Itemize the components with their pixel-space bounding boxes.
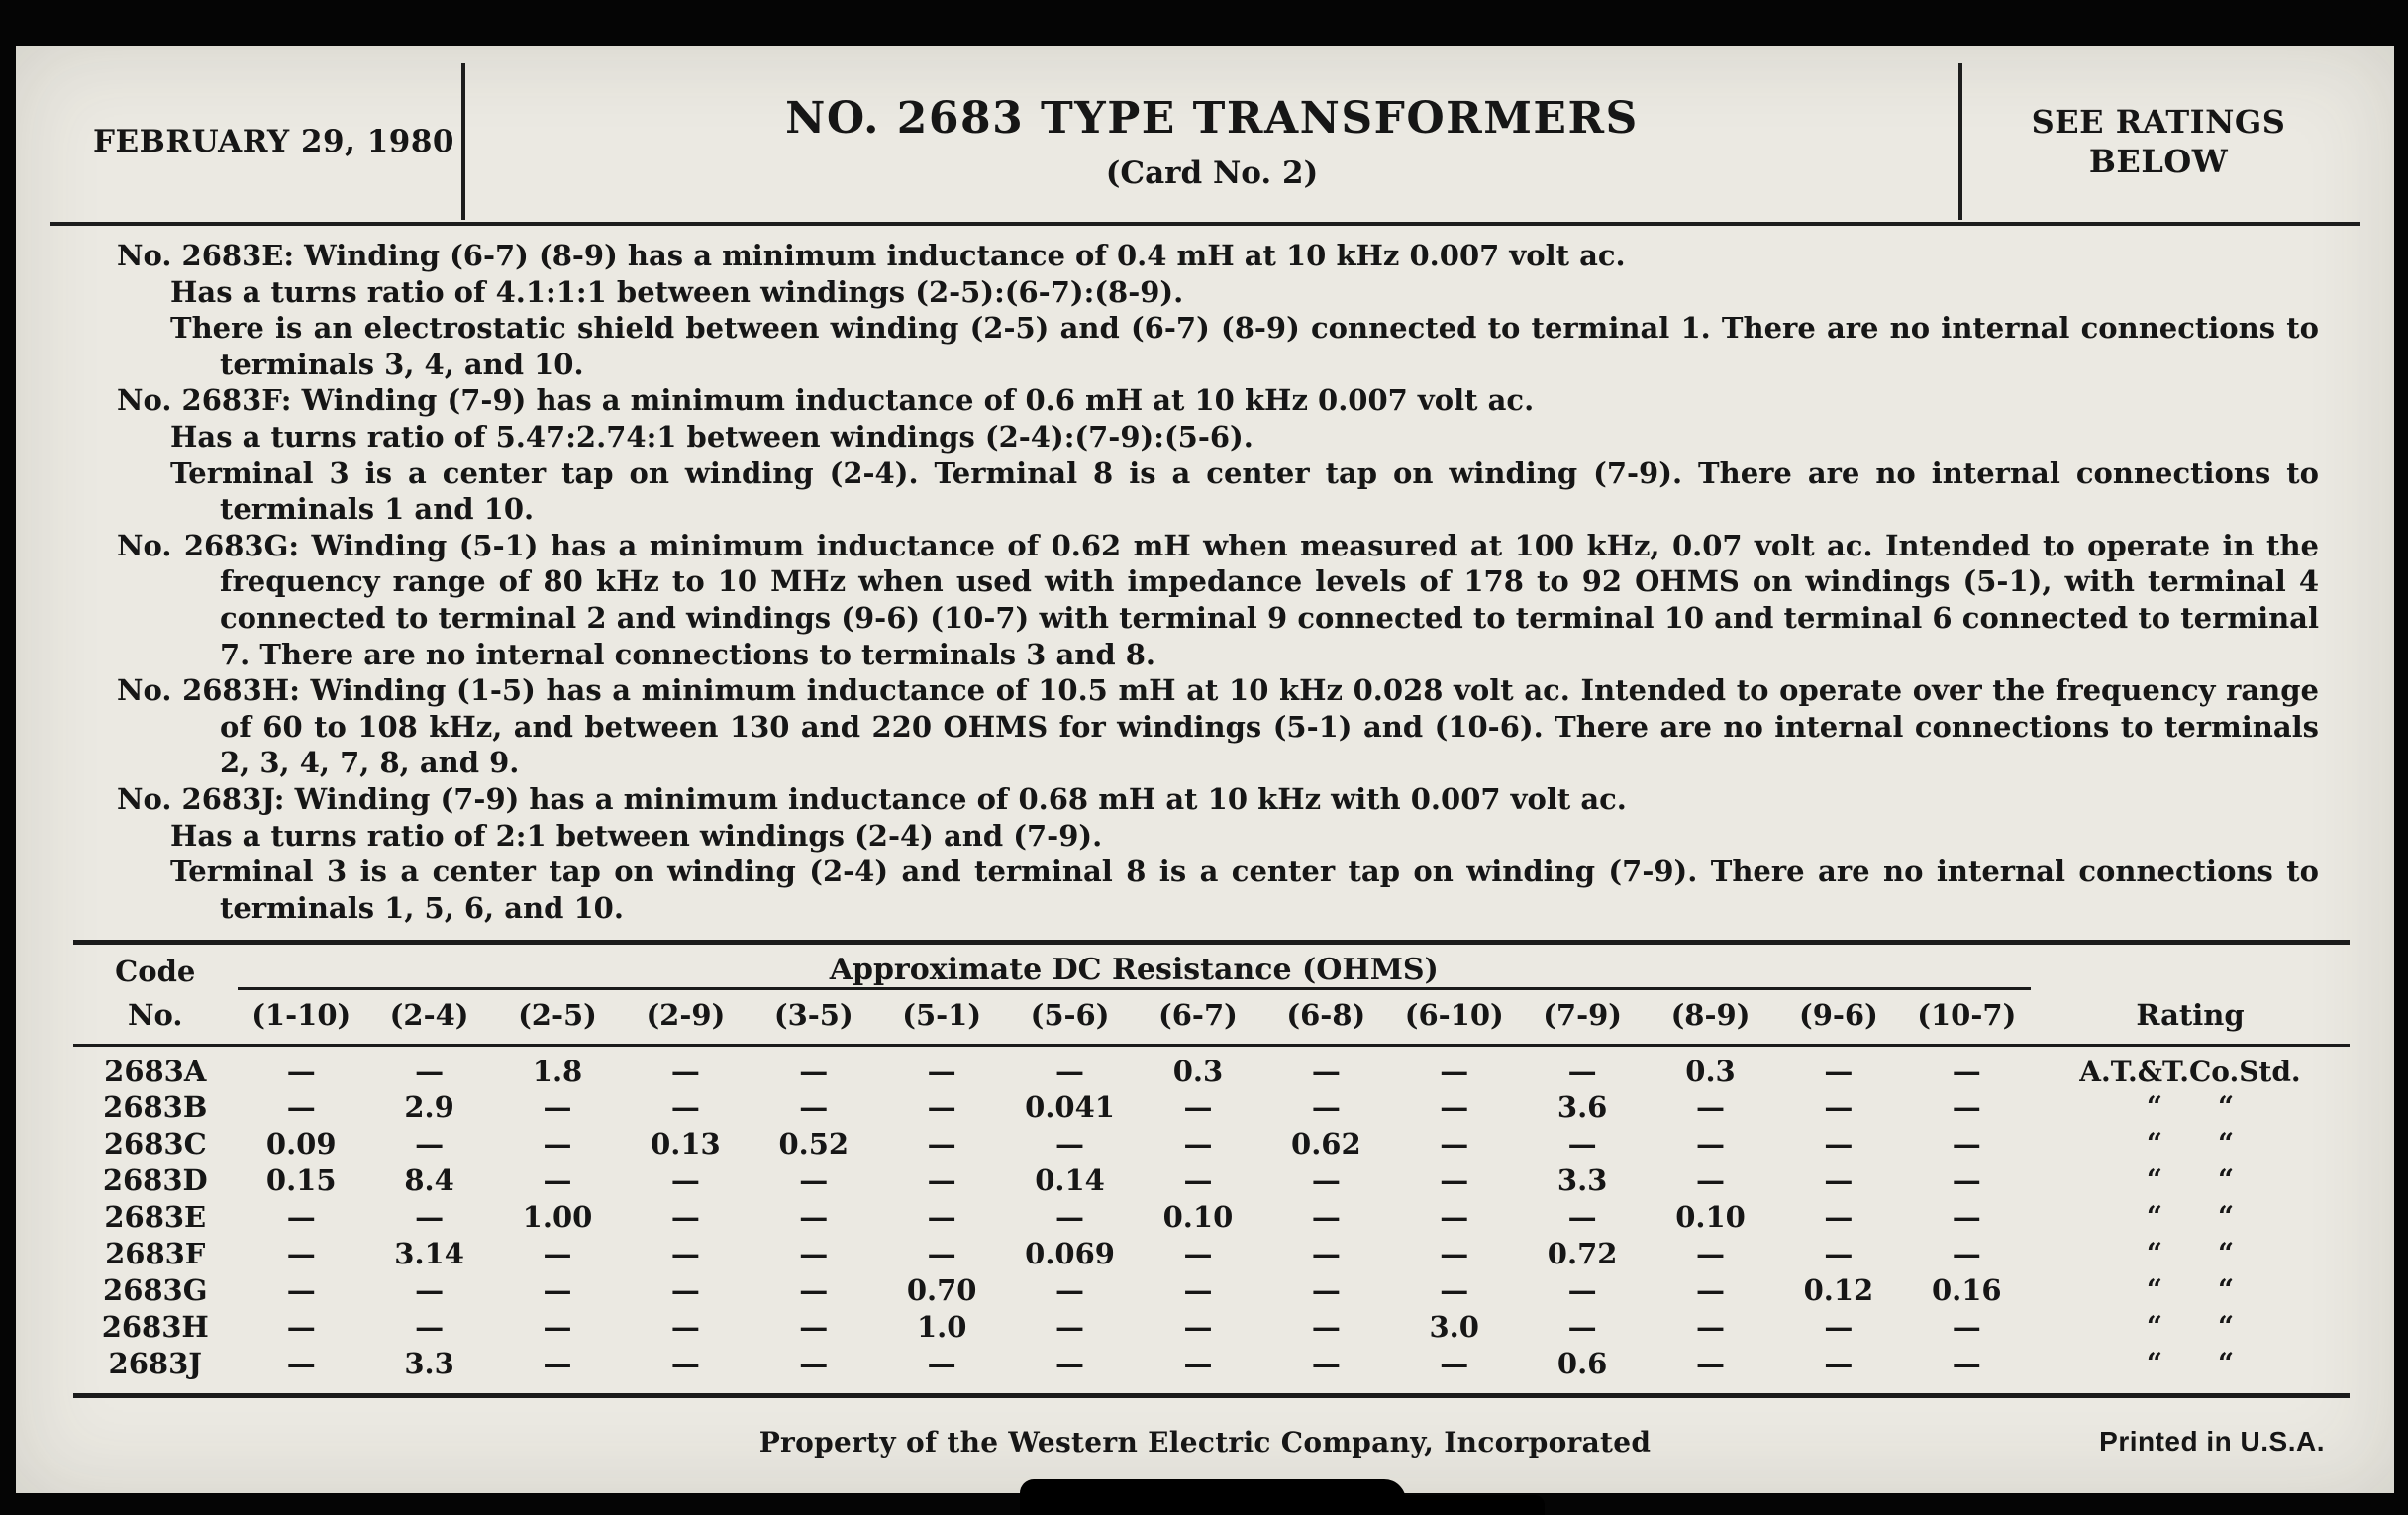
resistance-cell-2683B-(6-10): — xyxy=(1440,1089,1469,1124)
resistance-cell-2683A-(1-10): — xyxy=(286,1055,316,1089)
resistance-cell-2683J-(5-6): — xyxy=(1055,1346,1085,1380)
resistance-cell-2683D-(3-5): — xyxy=(799,1162,829,1197)
code-header-line2: No. xyxy=(73,989,238,1046)
resistance-cell-2683C-(2-9): 0.13 xyxy=(651,1126,721,1161)
resistance-cell-2683G-(2-5): — xyxy=(543,1272,572,1307)
resistance-cell-2683A-(5-6): — xyxy=(1055,1055,1085,1089)
resistance-cell-2683C-(2-5): — xyxy=(543,1126,572,1161)
document-card xyxy=(16,46,2394,1493)
resistance-cell-2683C-(6-8): 0.62 xyxy=(1291,1126,1361,1161)
resistance-cell-2683J-(7-9): 0.6 xyxy=(1556,1346,1608,1380)
resistance-cell-2683D-(9-6): — xyxy=(1824,1162,1854,1197)
table-row-2683A xyxy=(73,1046,2350,1089)
resistance-cell-2683E-(1-10): — xyxy=(286,1199,316,1234)
resistance-cell-2683C-(3-5): 0.52 xyxy=(778,1126,850,1161)
resistance-cell-2683E-(3-5): — xyxy=(799,1199,829,1234)
winding-column-header-(9-6): (9-6) xyxy=(1774,989,1902,1046)
resistance-cell-2683F-(9-6): — xyxy=(1824,1236,1854,1270)
resistance-cell-2683F-(6-10): — xyxy=(1440,1236,1469,1270)
resistance-cell-2683A-(5-1): — xyxy=(927,1055,956,1089)
note-2683G-paragraph-0: No. 2683G: Winding (5-1) has a minimum inductance of 0.62 mH when measured at 100 kHz, 0.07 volt ac. Intended to operate in the frequency range of 80 kHz to 10 MHz when used with impedance levels of 178 to 92 OHMS on windings (5-1), with terminal 4 connected to terminal 2 and windings (9-6) (10-7) with terminal 9 connected to terminal 10 and terminal 6 connected to terminal 7. There are no internal connections to terminals 3 and 8. xyxy=(117,528,2319,671)
resistance-cell-2683C-(9-6): — xyxy=(1824,1126,1854,1161)
resistance-cell-2683J-(2-4): 3.3 xyxy=(404,1346,454,1380)
resistance-cell-2683C-(2-4): — xyxy=(415,1126,445,1161)
table-row-2683C xyxy=(73,1125,2350,1162)
resistance-cell-2683G-(5-1): 0.70 xyxy=(906,1272,977,1307)
header-divider-rule xyxy=(50,222,2360,226)
table-row-2683B xyxy=(73,1088,2350,1125)
resistance-cell-2683B-(2-4): 2.9 xyxy=(404,1089,454,1124)
resistance-cell-2683E-(5-1): — xyxy=(927,1199,956,1234)
table-column-header-row xyxy=(73,989,2350,1046)
resistance-cell-2683A-(10-7): — xyxy=(1952,1055,1981,1089)
winding-column-header-(6-7): (6-7) xyxy=(1134,989,1261,1046)
page-title: NO. 2683 TYPE TRANSFORMERS xyxy=(785,92,1639,144)
header-title-block xyxy=(465,63,1958,220)
resistance-cell-2683F-(8-9): — xyxy=(1696,1236,1725,1270)
resistance-cell-2683B-(10-7): — xyxy=(1952,1089,1981,1124)
note-2683E-paragraph-0: No. 2683E: Winding (6-7) (8-9) has a minimum inductance of 0.4 mH at 10 kHz 0.007 volt ac. xyxy=(117,239,1626,272)
winding-column-header-(7-9): (7-9) xyxy=(1518,989,1646,1046)
page-subtitle: (Card No. 2) xyxy=(1105,154,1319,191)
note-2683J-paragraph-1: Has a turns ratio of 2:1 between windings (2-4) and (7-9). xyxy=(170,818,1103,853)
resistance-cell-2683E-(2-4): — xyxy=(415,1199,445,1234)
resistance-cell-2683C-(5-6): — xyxy=(1055,1126,1085,1161)
rating-header-spacer xyxy=(2031,953,2350,989)
winding-column-header-(8-9): (8-9) xyxy=(1647,989,1774,1046)
resistance-cell-2683G-(8-9): — xyxy=(1696,1272,1725,1307)
resistance-cell-2683F-(7-9): 0.72 xyxy=(1547,1236,1618,1270)
resistance-cell-2683E-(2-5): 1.00 xyxy=(522,1199,593,1234)
resistance-cell-2683B-(7-9): 3.6 xyxy=(1556,1089,1608,1124)
resistance-cell-2683F-(5-1): — xyxy=(927,1236,956,1270)
resistance-cell-2683J-(8-9): — xyxy=(1696,1346,1725,1380)
resistance-cell-2683G-(9-6): 0.12 xyxy=(1803,1272,1874,1307)
resistance-cell-2683B-(5-6): 0.041 xyxy=(1025,1089,1115,1124)
resistance-cell-2683H-(8-9): — xyxy=(1696,1309,1725,1344)
winding-column-header-(5-6): (5-6) xyxy=(1006,989,1134,1046)
notes-section xyxy=(117,238,2319,926)
resistance-cell-2683D-(2-9): — xyxy=(670,1162,700,1197)
note-2683E-paragraph-2: There is an electrostatic shield between winding (2-5) and (6-7) (8-9) connected to terminal 1. There are no internal connections to terminals 3, 4, and 10. xyxy=(170,311,2319,381)
resistance-cell-2683B-(2-9): — xyxy=(670,1089,700,1124)
header-ratings-note xyxy=(1958,63,2355,220)
resistance-cell-2683A-(6-10): — xyxy=(1440,1055,1469,1089)
resistance-cell-2683G-(2-9): — xyxy=(670,1272,700,1307)
note-2683J-paragraph-2: Terminal 3 is a center tap on winding (2-4) and terminal 8 is a center tap on winding (7-9). There are no internal connections to terminals 1, 5, 6, and 10. xyxy=(170,855,2319,925)
resistance-cell-2683B-(5-1): — xyxy=(927,1089,956,1124)
resistance-cell-2683J-(6-7): — xyxy=(1183,1346,1213,1380)
resistance-cell-2683H-(6-10): 3.0 xyxy=(1429,1309,1479,1344)
scan-artifact-blob-small xyxy=(1386,1495,1545,1515)
resistance-cell-2683B-(3-5): — xyxy=(799,1089,829,1124)
note-2683F-paragraph-1: Has a turns ratio of 5.47:2.74:1 between windings (2-4):(7-9):(5-6). xyxy=(170,419,1254,454)
resistance-cell-2683C-(5-1): — xyxy=(927,1126,956,1161)
resistance-cell-2683E-(9-6): — xyxy=(1824,1199,1854,1234)
winding-column-header-(6-8): (6-8) xyxy=(1262,989,1390,1046)
resistance-cell-2683E-(8-9): 0.10 xyxy=(1675,1199,1746,1234)
rating-cell-2683G: “ “ xyxy=(2146,1273,2235,1307)
winding-column-header-(2-5): (2-5) xyxy=(493,989,621,1046)
code-cell-2683G: 2683G xyxy=(103,1272,208,1307)
rating-cell-2683E: “ “ xyxy=(2146,1200,2235,1234)
table-row-2683G xyxy=(73,1271,2350,1308)
resistance-cell-2683G-(2-4): — xyxy=(415,1272,445,1307)
resistance-cell-2683D-(6-8): — xyxy=(1311,1162,1341,1197)
table-row-2683H xyxy=(73,1308,2350,1345)
resistance-cell-2683J-(3-5): — xyxy=(799,1346,829,1380)
resistance-cell-2683G-(1-10): — xyxy=(286,1272,316,1307)
resistance-cell-2683J-(5-1): — xyxy=(927,1346,956,1380)
resistance-cell-2683F-(6-7): — xyxy=(1183,1236,1213,1270)
resistance-cell-2683E-(6-10): — xyxy=(1440,1199,1469,1234)
resistance-cell-2683J-(1-10): — xyxy=(286,1346,316,1380)
scan-artifact-blob xyxy=(1020,1479,1406,1515)
resistance-cell-2683E-(6-8): — xyxy=(1311,1199,1341,1234)
resistance-cell-2683A-(8-9): 0.3 xyxy=(1685,1055,1736,1089)
ratings-note-line1: SEE RATINGS xyxy=(2031,103,2286,141)
resistance-cell-2683J-(6-10): — xyxy=(1440,1346,1469,1380)
card-footer xyxy=(16,1426,2394,1464)
date-text: FEBRUARY 29, 1980 xyxy=(93,124,454,159)
resistance-cell-2683D-(7-9): 3.3 xyxy=(1556,1162,1608,1197)
resistance-cell-2683B-(1-10): — xyxy=(286,1089,316,1124)
resistance-cell-2683H-(3-5): — xyxy=(799,1309,829,1344)
resistance-cell-2683E-(2-9): — xyxy=(670,1199,700,1234)
resistance-cell-2683F-(5-6): 0.069 xyxy=(1025,1236,1115,1270)
table-title-row xyxy=(73,953,2350,989)
resistance-cell-2683C-(7-9): — xyxy=(1567,1126,1597,1161)
resistance-cell-2683C-(6-7): — xyxy=(1183,1126,1213,1161)
note-2683J-paragraph-0: No. 2683J: Winding (7-9) has a minimum inductance of 0.68 mH at 10 kHz with 0.007 volt ac. xyxy=(117,781,1627,816)
printed-note: Printed in U.S.A. xyxy=(2099,1426,2325,1457)
resistance-cell-2683F-(1-10): — xyxy=(286,1236,316,1270)
resistance-cell-2683D-(10-7): — xyxy=(1952,1162,1981,1197)
winding-column-header-(10-7): (10-7) xyxy=(1903,989,2031,1046)
resistance-cell-2683E-(5-6): — xyxy=(1055,1199,1085,1234)
code-cell-2683J: 2683J xyxy=(108,1346,202,1380)
resistance-cell-2683D-(6-10): — xyxy=(1440,1162,1469,1197)
note-2683F-paragraph-0: No. 2683F: Winding (7-9) has a minimum inductance of 0.6 mH at 10 kHz 0.007 volt ac. xyxy=(117,383,1535,418)
code-cell-2683C: 2683C xyxy=(103,1126,207,1161)
resistance-cell-2683H-(9-6): — xyxy=(1824,1309,1854,1344)
resistance-cell-2683H-(6-8): — xyxy=(1311,1309,1341,1344)
resistance-cell-2683D-(5-1): — xyxy=(927,1162,956,1197)
resistance-cell-2683D-(2-4): 8.4 xyxy=(404,1162,454,1197)
resistance-cell-2683G-(6-7): — xyxy=(1183,1272,1213,1307)
table-row-2683E xyxy=(73,1198,2350,1235)
code-header-line1: Code xyxy=(115,954,196,988)
resistance-cell-2683F-(3-5): — xyxy=(799,1236,829,1270)
resistance-cell-2683G-(6-8): — xyxy=(1311,1272,1341,1307)
winding-column-header-(5-1): (5-1) xyxy=(877,989,1005,1046)
winding-column-header-(2-9): (2-9) xyxy=(622,989,750,1046)
resistance-cell-2683H-(5-6): — xyxy=(1055,1309,1085,1344)
resistance-cell-2683C-(8-9): — xyxy=(1696,1126,1725,1161)
resistance-cell-2683J-(9-6): — xyxy=(1824,1346,1854,1380)
table-head xyxy=(73,953,2350,1046)
resistance-cell-2683G-(10-7): 0.16 xyxy=(1931,1272,2002,1307)
resistance-cell-2683E-(10-7): — xyxy=(1952,1199,1981,1234)
resistance-cell-2683H-(2-9): — xyxy=(670,1309,700,1344)
resistance-cell-2683J-(10-7): — xyxy=(1952,1346,1981,1380)
winding-column-header-(2-4): (2-4) xyxy=(365,989,493,1046)
header-date-cell xyxy=(51,63,465,220)
resistance-cell-2683F-(6-8): — xyxy=(1311,1236,1341,1270)
resistance-table-section xyxy=(73,940,2350,1398)
resistance-cell-2683H-(2-4): — xyxy=(415,1309,445,1344)
code-cell-2683H: 2683H xyxy=(101,1309,209,1344)
code-cell-2683B: 2683B xyxy=(103,1089,208,1124)
resistance-cell-2683D-(8-9): — xyxy=(1696,1162,1725,1197)
winding-column-header-(3-5): (3-5) xyxy=(750,989,877,1046)
resistance-cell-2683B-(6-7): — xyxy=(1183,1089,1213,1124)
resistance-cell-2683J-(2-9): — xyxy=(670,1346,700,1380)
rating-cell-2683H: “ “ xyxy=(2146,1310,2235,1344)
resistance-cell-2683B-(2-5): — xyxy=(543,1089,572,1124)
resistance-cell-2683H-(1-10): — xyxy=(286,1309,316,1344)
resistance-cell-2683D-(1-10): 0.15 xyxy=(265,1162,337,1197)
resistance-cell-2683F-(10-7): — xyxy=(1952,1236,1981,1270)
resistance-cell-2683D-(6-7): — xyxy=(1183,1162,1213,1197)
resistance-cell-2683J-(2-5): — xyxy=(543,1346,572,1380)
rating-cell-2683C: “ “ xyxy=(2146,1127,2235,1161)
resistance-cell-2683F-(2-4): 3.14 xyxy=(394,1236,464,1270)
resistance-cell-2683F-(2-9): — xyxy=(670,1236,700,1270)
winding-column-header-(6-10): (6-10) xyxy=(1390,989,1518,1046)
resistance-cell-2683B-(8-9): — xyxy=(1696,1089,1725,1124)
resistance-cell-2683G-(7-9): — xyxy=(1567,1272,1597,1307)
property-note: Property of the Western Electric Company, Incorporated xyxy=(758,1426,1652,1459)
resistance-cell-2683A-(3-5): — xyxy=(799,1055,829,1089)
resistance-cell-2683H-(2-5): — xyxy=(543,1309,572,1344)
resistance-cell-2683A-(9-6): — xyxy=(1824,1055,1854,1089)
resistance-cell-2683A-(7-9): — xyxy=(1567,1055,1597,1089)
note-2683E-paragraph-1: Has a turns ratio of 4.1:1:1 between windings (2-5):(6-7):(8-9). xyxy=(170,274,1184,309)
code-cell-2683A: 2683A xyxy=(104,1055,207,1089)
rating-cell-2683B: “ “ xyxy=(2146,1090,2235,1124)
resistance-cell-2683A-(2-9): — xyxy=(670,1055,700,1089)
code-cell-2683D: 2683D xyxy=(102,1162,208,1197)
resistance-cell-2683C-(6-10): — xyxy=(1440,1126,1469,1161)
ratings-note-line2: BELOW xyxy=(2088,143,2229,180)
resistance-cell-2683A-(6-8): — xyxy=(1311,1055,1341,1089)
resistance-cell-2683B-(9-6): — xyxy=(1824,1089,1854,1124)
resistance-cell-2683A-(2-5): 1.8 xyxy=(532,1055,583,1089)
resistance-cell-2683J-(6-8): — xyxy=(1311,1346,1341,1380)
resistance-cell-2683D-(5-6): 0.14 xyxy=(1035,1162,1105,1197)
resistance-cell-2683H-(7-9): — xyxy=(1567,1309,1597,1344)
table-title-cell: Approximate DC Resistance (OHMS) xyxy=(238,953,2031,989)
note-2683H-paragraph-0: No. 2683H: Winding (1-5) has a minimum inductance of 10.5 mH at 10 kHz 0.028 volt ac. Intended to operate over the frequency range of 60 to 108 kHz, and between 130 and 220 OHMS for windings (5-1) and (10-6). There are no internal connections to terminals 2, 3, 4, 7, 8, and 9. xyxy=(117,673,2319,780)
resistance-cell-2683H-(10-7): — xyxy=(1952,1309,1981,1344)
resistance-cell-2683G-(3-5): — xyxy=(799,1272,829,1307)
table-body xyxy=(73,1046,2350,1382)
resistance-cell-2683G-(6-10): — xyxy=(1440,1272,1469,1307)
resistance-cell-2683H-(6-7): — xyxy=(1183,1309,1213,1344)
rating-cell-2683F: “ “ xyxy=(2146,1237,2235,1270)
rating-cell-2683A: A.T.&T.Co.Std. xyxy=(2079,1055,2301,1088)
resistance-cell-2683E-(7-9): — xyxy=(1567,1199,1597,1234)
resistance-cell-2683A-(6-7): 0.3 xyxy=(1172,1055,1224,1089)
resistance-cell-2683A-(2-4): — xyxy=(415,1055,445,1089)
code-cell-2683E: 2683E xyxy=(104,1199,207,1234)
resistance-cell-2683H-(5-1): 1.0 xyxy=(916,1309,967,1344)
resistance-cell-2683C-(10-7): — xyxy=(1952,1126,1981,1161)
table-row-2683J xyxy=(73,1345,2350,1381)
resistance-cell-2683B-(6-8): — xyxy=(1311,1089,1341,1124)
rating-column-header: Rating xyxy=(2031,989,2350,1046)
resistance-cell-2683G-(5-6): — xyxy=(1055,1272,1085,1307)
rating-cell-2683J: “ “ xyxy=(2146,1347,2235,1380)
note-2683F-paragraph-2: Terminal 3 is a center tap on winding (2-4). Terminal 8 is a center tap on winding (7-9). There are no internal connections to terminals 1 and 10. xyxy=(170,455,2319,527)
winding-column-header-(1-10): (1-10) xyxy=(238,989,365,1046)
rating-cell-2683D: “ “ xyxy=(2146,1163,2235,1197)
card-header xyxy=(51,63,2355,220)
resistance-cell-2683F-(2-5): — xyxy=(543,1236,572,1270)
code-cell-2683F: 2683F xyxy=(105,1236,206,1270)
table-row-2683F xyxy=(73,1235,2350,1271)
table-row-2683D xyxy=(73,1162,2350,1198)
resistance-cell-2683C-(1-10): 0.09 xyxy=(265,1126,337,1161)
resistance-cell-2683D-(2-5): — xyxy=(543,1162,572,1197)
resistance-table xyxy=(73,953,2350,1381)
resistance-cell-2683E-(6-7): 0.10 xyxy=(1162,1199,1234,1234)
